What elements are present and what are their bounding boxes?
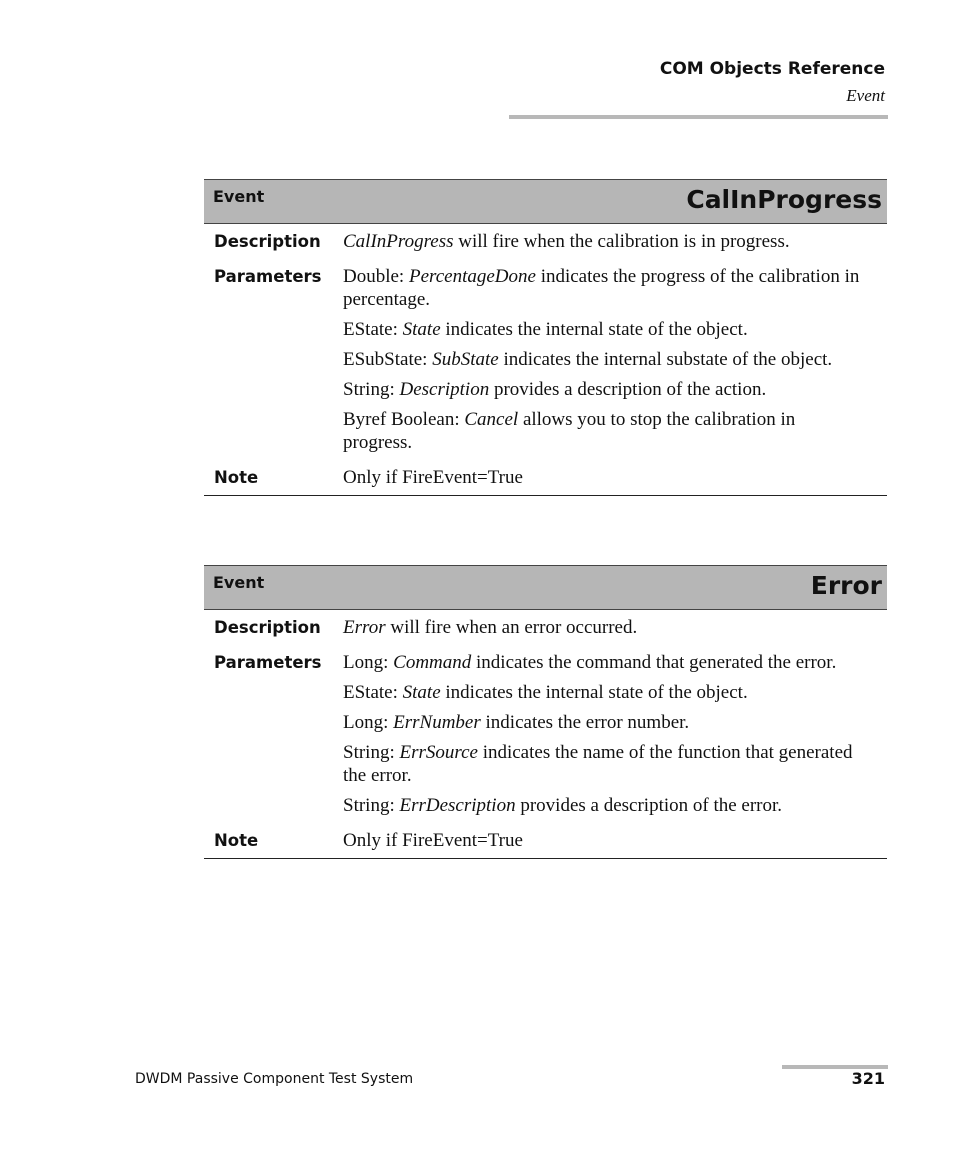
event-label: Event — [213, 573, 265, 592]
event-label: Event — [213, 187, 265, 206]
parameter-item — [343, 681, 867, 704]
description-row — [204, 230, 887, 253]
description-key: Description — [214, 232, 321, 251]
parameter-name: ErrDescription — [399, 795, 516, 816]
section-title: COM Objects Reference — [659, 59, 885, 79]
parameter-text: allows you to stop the calibration in progress. — [343, 409, 796, 453]
parameter-name: Description — [399, 379, 490, 400]
parameter-text: indicates the progress of the calibration in percentage. — [343, 266, 860, 310]
parameter-type: ESubState: — [343, 349, 433, 370]
parameter-name: SubState — [432, 349, 499, 370]
parameter-type: Double: — [343, 266, 409, 287]
description-value — [343, 616, 887, 639]
parameter-item — [343, 348, 867, 371]
parameter-type: Byref Boolean: — [343, 409, 465, 430]
event-name: Error — [810, 571, 882, 600]
parameters-list — [343, 265, 887, 454]
parameter-text: indicates the internal substate of the object. — [498, 349, 833, 370]
parameter-text: indicates the error number. — [480, 712, 690, 733]
parameter-item — [343, 318, 867, 341]
note-value: Only if FireEvent=True — [343, 467, 523, 488]
subsection-title: Event — [846, 86, 885, 105]
parameter-name: State — [402, 682, 441, 703]
parameter-item — [343, 378, 867, 401]
parameter-type: String: — [343, 379, 400, 400]
event-table-calinprogress — [204, 179, 887, 496]
description-text: will fire when the calibration is in progress. — [453, 231, 790, 252]
event-name: CalInProgress — [686, 185, 882, 214]
parameter-type: String: — [343, 742, 400, 763]
parameter-text: indicates the command that generated the error. — [471, 652, 837, 673]
page-number: 321 — [851, 1069, 885, 1088]
parameter-item — [343, 741, 867, 787]
parameters-row — [204, 651, 887, 817]
parameter-type: EState: — [343, 682, 403, 703]
parameter-type: Long: — [343, 712, 394, 733]
parameter-name: State — [402, 319, 441, 340]
note-key: Note — [214, 468, 259, 487]
footer-doc-title: DWDM Passive Component Test System — [135, 1071, 414, 1087]
parameter-item — [343, 711, 867, 734]
parameter-item — [343, 794, 867, 817]
event-header — [204, 565, 887, 610]
parameter-text: indicates the internal state of the object. — [440, 319, 748, 340]
description-event-name: CalInProgress — [343, 231, 454, 252]
parameter-name: ErrSource — [399, 742, 478, 763]
parameter-type: EState: — [343, 319, 403, 340]
parameter-text: provides a description of the action. — [489, 379, 767, 400]
event-table-error — [204, 565, 887, 859]
table-bottom-rule — [204, 495, 887, 496]
running-head — [660, 58, 885, 107]
table-bottom-rule — [204, 858, 887, 859]
parameter-type: String: — [343, 795, 400, 816]
note-value: Only if FireEvent=True — [343, 830, 523, 851]
parameter-type: Long: — [343, 652, 394, 673]
parameter-text: indicates the internal state of the object. — [440, 682, 748, 703]
parameter-name: PercentageDone — [408, 266, 536, 287]
note-row — [204, 466, 887, 489]
description-key: Description — [214, 618, 321, 637]
parameter-item — [343, 265, 867, 311]
note-key: Note — [214, 831, 259, 850]
description-event-name: Error — [343, 617, 386, 638]
description-row — [204, 616, 887, 639]
note-row — [204, 829, 887, 852]
parameter-name: Cancel — [464, 409, 519, 430]
description-value — [343, 230, 887, 253]
parameters-key: Parameters — [214, 267, 322, 286]
parameter-text: provides a description of the error. — [515, 795, 783, 816]
parameter-name: Command — [393, 652, 472, 673]
parameter-name: ErrNumber — [393, 712, 481, 733]
parameters-row — [204, 265, 887, 454]
description-text: will fire when an error occurred. — [385, 617, 638, 638]
header-rule — [509, 115, 888, 119]
event-header — [204, 179, 887, 224]
parameters-list — [343, 651, 887, 817]
parameter-text: indicates the name of the function that generated the error. — [343, 742, 853, 786]
parameter-item — [343, 651, 867, 674]
parameters-key: Parameters — [214, 653, 322, 672]
parameter-item — [343, 408, 867, 454]
